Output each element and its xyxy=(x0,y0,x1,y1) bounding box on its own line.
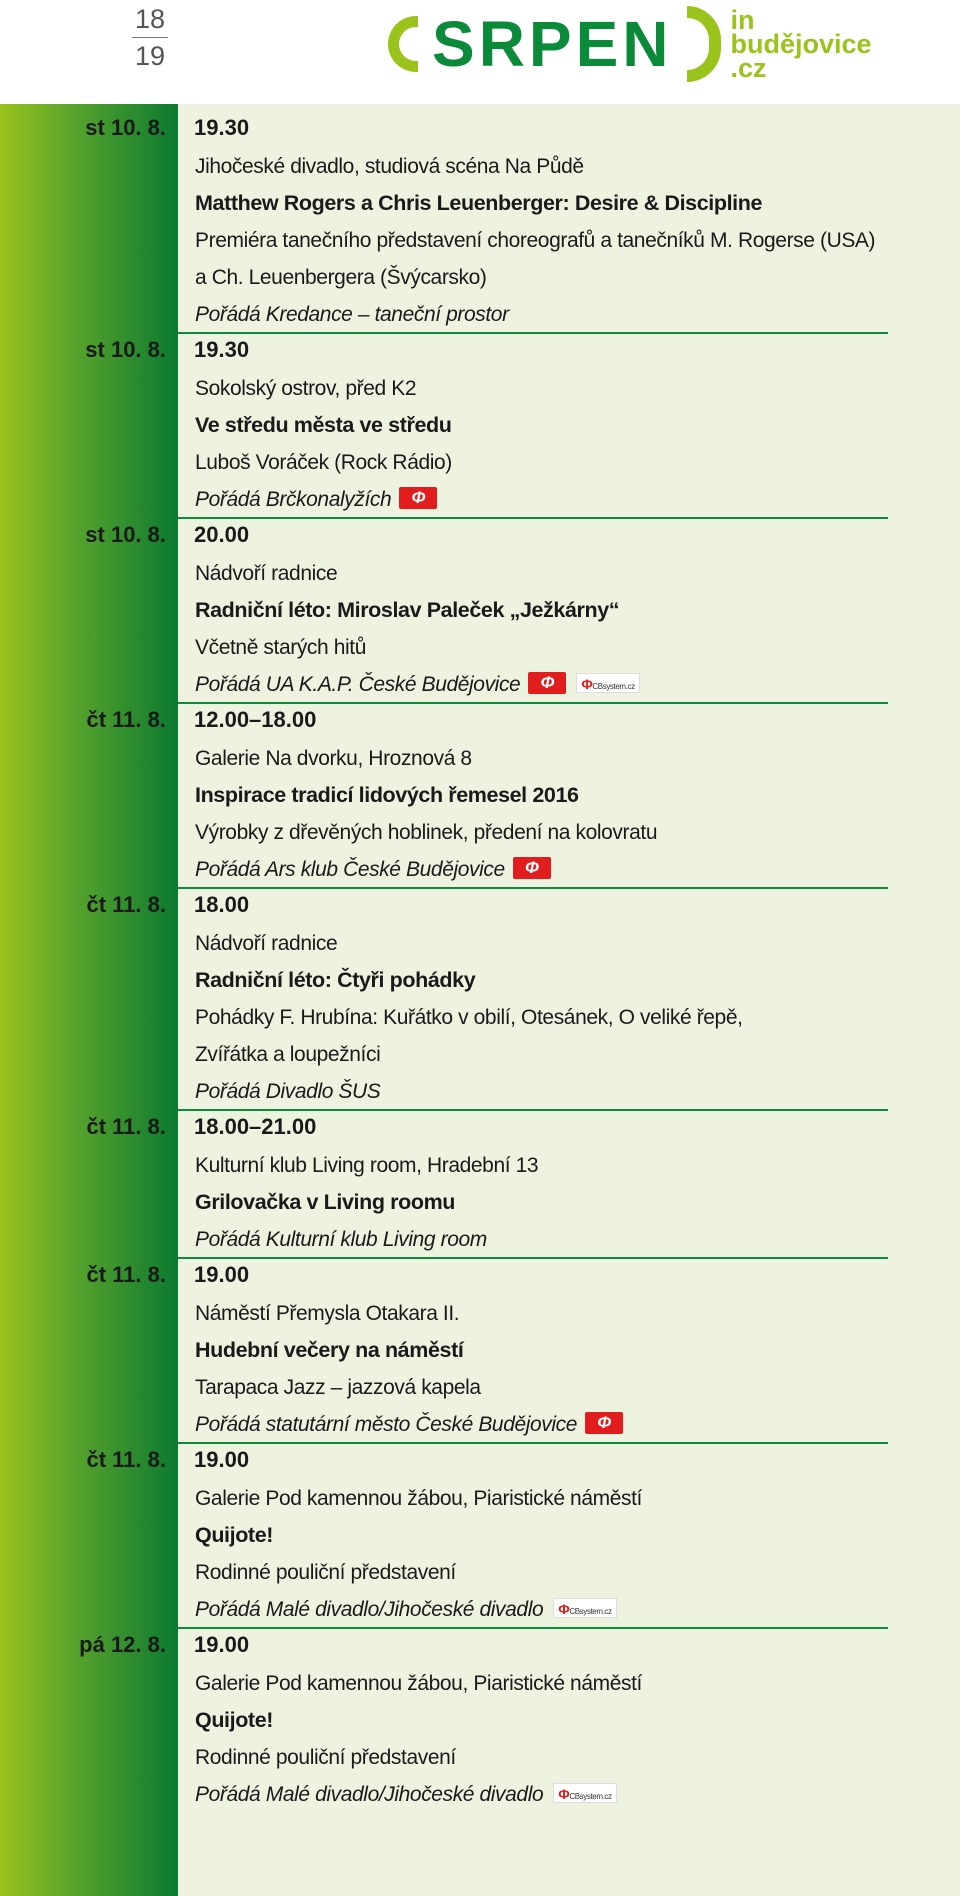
header xyxy=(0,0,960,104)
event-header-row xyxy=(0,1443,960,1480)
event-venue xyxy=(0,1295,960,1332)
event-title xyxy=(0,1702,960,1739)
logo-side-line-2: budějovice xyxy=(730,29,872,59)
srpen-logo xyxy=(388,4,872,84)
event-description-text: Zvířátka a loupežníci xyxy=(195,1043,381,1066)
logo-word: SRPEN xyxy=(432,8,673,80)
event-venue-text: Kulturní klub Living room, Hradební 13 xyxy=(195,1154,539,1177)
event-description-text: Luboš Voráček (Rock Rádio) xyxy=(195,451,452,474)
event-venue xyxy=(0,370,960,407)
cbsystem-phi-mark: Φ xyxy=(558,1601,570,1618)
event-venue-text: Galerie Pod kamennou žábou, Piaristické náměstí xyxy=(195,1487,642,1510)
event-item xyxy=(0,888,960,1110)
event-title xyxy=(0,1517,960,1554)
event-time: 19.00 xyxy=(194,1447,250,1472)
event-organizer xyxy=(0,1406,960,1443)
event-date: čt 11. 8. xyxy=(86,707,166,732)
event-date: čt 11. 8. xyxy=(86,1114,166,1139)
event-title xyxy=(0,185,960,222)
event-title xyxy=(0,1332,960,1369)
logo-bracket-right xyxy=(687,6,721,82)
event-venue-text: Nádvoří radnice xyxy=(195,932,338,955)
page-number-right: 19 xyxy=(134,41,166,71)
logo-bracket-left xyxy=(388,16,418,72)
event-description-text: Premiéra tanečního představení choreografů a tanečníků M. Rogerse (USA) xyxy=(195,229,876,252)
event-organizer-text: Pořádá Malé divadlo/Jihočeské divadlo xyxy=(195,1598,544,1621)
logo-side-text xyxy=(730,5,872,83)
event-venue xyxy=(0,1480,960,1517)
phi-logo-icon: Φ xyxy=(528,672,566,694)
cbsystem-logo-icon xyxy=(576,673,640,693)
event-item xyxy=(0,1258,960,1443)
event-description xyxy=(0,1554,960,1591)
event-description xyxy=(0,1369,960,1406)
event-description xyxy=(0,1739,960,1776)
event-title-text: Grilovačka v Living roomu xyxy=(195,1190,456,1214)
event-description xyxy=(0,222,960,259)
event-item xyxy=(0,1110,960,1258)
event-header-row xyxy=(0,1258,960,1295)
event-item xyxy=(0,703,960,888)
event-organizer xyxy=(0,851,960,888)
event-description-text: Rodinné pouliční představení xyxy=(195,1746,456,1769)
event-date: st 10. 8. xyxy=(85,337,166,362)
event-organizer-text: Pořádá Ars klub České Budějovice xyxy=(195,858,505,881)
event-organizer xyxy=(0,1221,960,1258)
event-title-text: Quijote! xyxy=(195,1523,274,1547)
event-title-text: Inspirace tradicí lidových řemesel 2016 xyxy=(195,783,579,807)
cbsystem-text: CBsystem.cz xyxy=(569,1792,612,1802)
event-title xyxy=(0,592,960,629)
cbsystem-phi-mark: Φ xyxy=(581,676,593,693)
event-organizer xyxy=(0,1073,960,1110)
event-description xyxy=(0,1036,960,1073)
event-title-text: Matthew Rogers a Chris Leuenberger: Desire & Discipline xyxy=(195,191,763,215)
event-date: čt 11. 8. xyxy=(86,1262,166,1287)
event-venue-text: Galerie Na dvorku, Hroznová 8 xyxy=(195,747,472,770)
event-venue-text: Náměstí Přemysla Otakara II. xyxy=(195,1302,460,1325)
event-description xyxy=(0,999,960,1036)
event-organizer-text: Pořádá Brčkonalyžích xyxy=(195,488,392,511)
event-item xyxy=(0,333,960,518)
event-venue xyxy=(0,925,960,962)
event-organizer xyxy=(0,1591,960,1628)
event-list xyxy=(0,111,960,1813)
event-time: 12.00–18.00 xyxy=(194,707,317,732)
event-venue-text: Galerie Pod kamennou žábou, Piaristické náměstí xyxy=(195,1672,642,1695)
event-time: 20.00 xyxy=(194,522,250,547)
event-description xyxy=(0,444,960,481)
event-venue xyxy=(0,740,960,777)
event-title-text: Quijote! xyxy=(195,1708,274,1732)
page-number-left: 18 xyxy=(134,4,166,34)
event-item xyxy=(0,1443,960,1628)
event-description xyxy=(0,629,960,666)
event-organizer xyxy=(0,666,960,703)
event-title-text: Radniční léto: Miroslav Paleček „Ježkárny“ xyxy=(195,598,620,622)
logo-side-line-1: in xyxy=(730,5,755,35)
phi-logo-icon: Φ xyxy=(513,857,551,879)
event-organizer-text: Pořádá UA K.A.P. České Budějovice xyxy=(195,673,521,696)
event-header-row xyxy=(0,703,960,740)
event-description-text: Rodinné pouliční představení xyxy=(195,1561,456,1584)
event-description xyxy=(0,259,960,296)
event-organizer-text: Pořádá Divadlo ŠUS xyxy=(195,1080,381,1103)
logo-side-line-3: .cz xyxy=(730,53,767,83)
cbsystem-phi-mark: Φ xyxy=(558,1786,570,1803)
event-description-text: a Ch. Leuenbergera (Švýcarsko) xyxy=(195,266,487,289)
event-organizer-text: Pořádá Malé divadlo/Jihočeské divadlo xyxy=(195,1783,544,1806)
event-item xyxy=(0,111,960,333)
event-description-text: Výrobky z dřevěných hoblinek, předení na kolovratu xyxy=(195,821,658,844)
event-title-text: Ve středu města ve středu xyxy=(195,413,452,437)
event-organizer-text: Pořádá Kulturní klub Living room xyxy=(195,1228,487,1251)
event-time: 19.00 xyxy=(194,1632,250,1657)
page-number-divider xyxy=(132,37,168,38)
event-title xyxy=(0,962,960,999)
event-header-row xyxy=(0,1628,960,1665)
event-date: pá 12. 8. xyxy=(79,1632,166,1657)
event-organizer xyxy=(0,296,960,333)
phi-logo-icon: Φ xyxy=(399,487,437,509)
event-organizer-text: Pořádá statutární město České Budějovice xyxy=(195,1413,578,1436)
event-title-text: Hudební večery na náměstí xyxy=(195,1338,464,1362)
event-time: 18.00 xyxy=(194,892,250,917)
event-header-row xyxy=(0,888,960,925)
event-header-row xyxy=(0,333,960,370)
cbsystem-logo-icon xyxy=(553,1783,617,1803)
event-time: 18.00–21.00 xyxy=(194,1114,317,1139)
event-date: st 10. 8. xyxy=(85,115,166,140)
phi-logo-icon: Φ xyxy=(585,1412,623,1434)
event-date: čt 11. 8. xyxy=(86,1447,166,1472)
page-numbers xyxy=(128,2,172,73)
event-organizer-text: Pořádá Kredance – taneční prostor xyxy=(195,303,509,326)
cbsystem-logo-icon xyxy=(553,1598,617,1618)
event-date: čt 11. 8. xyxy=(86,892,166,917)
event-venue-text: Sokolský ostrov, před K2 xyxy=(195,377,417,400)
cbsystem-text: CBsystem.cz xyxy=(592,682,635,692)
event-header-row xyxy=(0,518,960,555)
event-date: st 10. 8. xyxy=(85,522,166,547)
event-description-text: Včetně starých hitů xyxy=(195,636,366,659)
cbsystem-text: CBsystem.cz xyxy=(569,1607,612,1617)
event-description-text: Tarapaca Jazz – jazzová kapela xyxy=(195,1376,481,1399)
event-title xyxy=(0,777,960,814)
event-item xyxy=(0,1628,960,1813)
event-venue xyxy=(0,1147,960,1184)
event-description xyxy=(0,814,960,851)
event-description-text: Pohádky F. Hrubína: Kuřátko v obilí, Otesánek, O veliké řepě, xyxy=(195,1006,743,1029)
event-header-row xyxy=(0,111,960,148)
event-venue xyxy=(0,555,960,592)
event-header-row xyxy=(0,1110,960,1147)
event-organizer xyxy=(0,481,960,518)
event-title xyxy=(0,407,960,444)
event-title xyxy=(0,1184,960,1221)
event-time: 19.30 xyxy=(194,337,250,362)
event-venue-text: Nádvoří radnice xyxy=(195,562,338,585)
event-item xyxy=(0,518,960,703)
event-venue xyxy=(0,1665,960,1702)
event-venue xyxy=(0,148,960,185)
event-venue-text: Jihočeské divadlo, studiová scéna Na Půdě xyxy=(195,155,584,178)
event-time: 19.30 xyxy=(194,115,250,140)
event-organizer xyxy=(0,1776,960,1813)
event-time: 19.00 xyxy=(194,1262,250,1287)
event-title-text: Radniční léto: Čtyři pohádky xyxy=(195,968,476,992)
